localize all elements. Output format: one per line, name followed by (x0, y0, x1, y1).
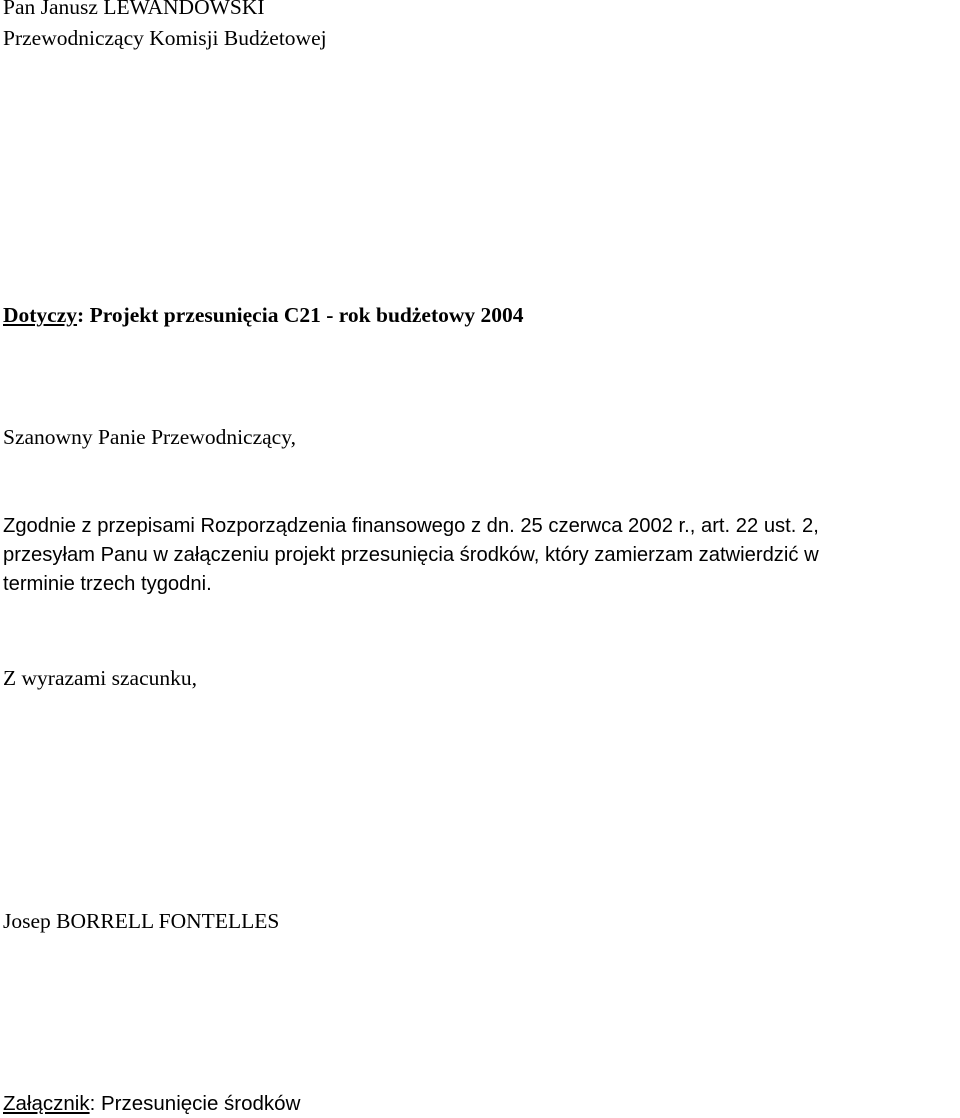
closing: Z wyrazami szacunku, (3, 666, 198, 690)
signature-name: Josep BORRELL FONTELLES (3, 909, 280, 933)
body-line-1: Zgodnie z przepisami Rozporządzenia finansowego z dn. 25 czerwca 2002 r., art. 22 ust. 2, (3, 515, 819, 537)
addressee-block (3, 0, 327, 54)
attachment-label: Załącznik (3, 1092, 90, 1115)
subject-line (3, 301, 524, 330)
addressee-name: Pan Janusz LEWANDOWSKI (3, 0, 265, 19)
addressee-title: Przewodniczący Komisji Budżetowej (3, 26, 327, 50)
body-line-3: terminie trzech tygodni. (3, 573, 212, 595)
salutation: Szanowny Panie Przewodniczący, (3, 425, 296, 449)
body-paragraph (3, 512, 958, 599)
subject-text: : Projekt przesunięcia C21 - rok budżetowy 2004 (77, 303, 524, 327)
subject-label: Dotyczy (3, 303, 78, 327)
attachment-line (3, 1089, 300, 1118)
attachment-text: : Przesunięcie środków (89, 1092, 301, 1115)
body-line-2: przesyłam Panu w załączeniu projekt przesunięcia środków, który zamierzam zatwierdzić w (3, 544, 819, 566)
